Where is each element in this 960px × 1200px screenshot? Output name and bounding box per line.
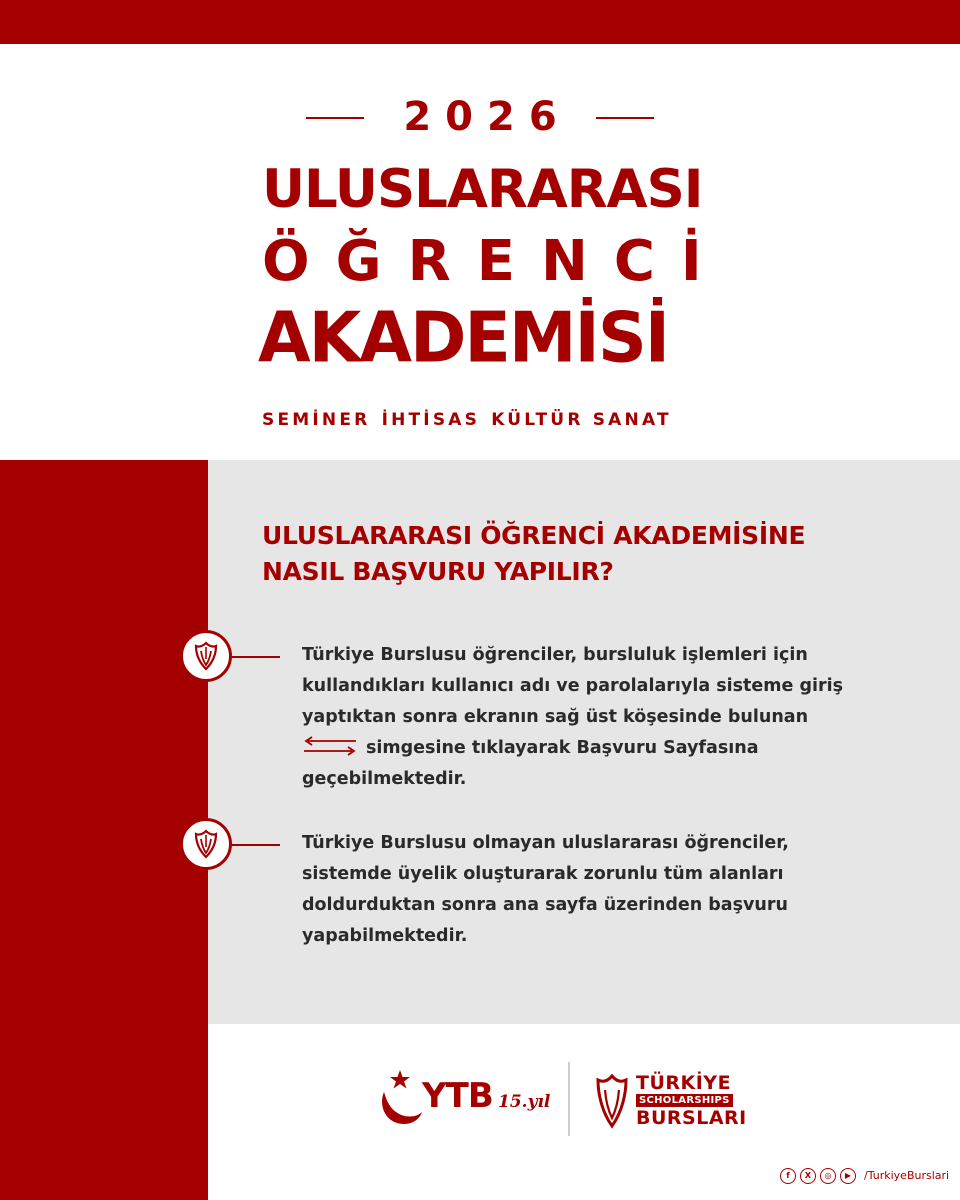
- footer-divider: [568, 1062, 570, 1136]
- item-2-line-3: doldurduktan sonra ana sayfa üzerinden başvuru: [302, 895, 788, 915]
- instagram-icon[interactable]: ◎: [820, 1168, 836, 1184]
- left-red-band: [0, 460, 208, 1200]
- item-2-text: [302, 828, 902, 952]
- top-bar: [0, 0, 960, 44]
- title-line-3: AKADEMİSİ: [258, 298, 669, 379]
- year-divider-left: [306, 117, 364, 119]
- item-2-line-2: sistemde üyelik oluşturarak zorunlu tüm alanları: [302, 864, 784, 884]
- bullet-connector-2: [232, 844, 280, 846]
- tulip-logo-icon: [594, 1072, 630, 1130]
- year-label: 2026: [403, 94, 571, 140]
- tulip-icon: [180, 630, 232, 682]
- item-1-line-2: kullandıkları kullanıcı adı ve parolalarıyla sisteme giriş: [302, 676, 844, 696]
- facebook-icon[interactable]: f: [780, 1168, 796, 1184]
- crescent-star-icon: [376, 1066, 424, 1130]
- year-row: [0, 92, 960, 142]
- program-types: [262, 408, 722, 432]
- ytb-wordmark: YTB: [422, 1076, 493, 1116]
- ytb-anniversary: 15.yıl: [498, 1092, 551, 1112]
- section-heading-line-2: NASIL BAŞVURU YAPILIR?: [262, 557, 614, 586]
- section-heading-line-1: ULUSLARARASI ÖĞRENCİ AKADEMİSİNE: [262, 521, 806, 550]
- switch-arrows-icon: [302, 735, 358, 757]
- title-line-1: ULUSLARARASI: [262, 159, 703, 220]
- program-type-ihtisas: İHTİSAS: [381, 410, 481, 430]
- item-1-line-4-text: simgesine tıklayarak Başvuru Sayfasına: [366, 738, 759, 758]
- item-1-line-3: yaptıktan sonra ekranın sağ üst köşesinde bulunan: [302, 707, 809, 727]
- year-divider-right: [596, 117, 654, 119]
- program-type-kultur-sanat: KÜLTÜR SANAT: [491, 410, 672, 430]
- tb-line-1: TÜRKİYE: [636, 1072, 732, 1094]
- item-2-line-1: Türkiye Burslusu olmayan uluslararası öğrenciler,: [302, 833, 789, 853]
- tb-line-2: SCHOLARSHIPS: [636, 1094, 733, 1107]
- item-1-line-5: geçebilmektedir.: [302, 769, 467, 789]
- item-1-text: [302, 640, 902, 795]
- title-line-2: ÖĞRENCİ: [262, 229, 728, 294]
- bullet-connector-1: [232, 656, 280, 658]
- program-type-seminer: SEMİNER: [262, 410, 371, 430]
- item-2-line-4: yapabilmektedir.: [302, 926, 468, 946]
- item-1-line-1: Türkiye Burslusu öğrenciler, bursluluk işlemleri için: [302, 645, 808, 665]
- ytb-logo: [376, 1066, 556, 1132]
- x-icon[interactable]: X: [800, 1168, 816, 1184]
- item-1-line-4: [302, 733, 902, 764]
- turkiye-burslari-logo: [594, 1070, 747, 1134]
- section-heading: [262, 518, 902, 590]
- youtube-icon[interactable]: ▶: [840, 1168, 856, 1184]
- tulip-icon: [180, 818, 232, 870]
- social-handle[interactable]: /TurkiyeBurslari: [864, 1169, 950, 1182]
- tb-line-3: BURSLARI: [636, 1107, 747, 1129]
